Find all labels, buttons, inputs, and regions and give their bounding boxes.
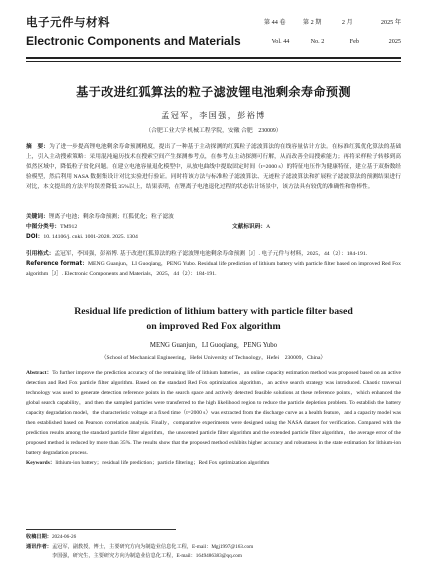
doi-row [26, 231, 138, 240]
volume-en: Vol. 44 [271, 38, 290, 45]
keywords-cn-row [26, 211, 174, 220]
number-en: No. 2 [310, 38, 325, 45]
abstract-cn [26, 142, 401, 192]
doi-value: 10. 14106/j. cnki. 1001-2028. 2025. 1304 [43, 234, 138, 240]
doc-code-row [232, 221, 270, 230]
issue-info-cn [264, 17, 401, 26]
number-cn: 第 2 期 [302, 19, 322, 26]
header-rule-thick [26, 57, 401, 59]
abstract-text-en: To further improve the prediction accuracy of the remaining life of lithium batteries，an online capacity estimation method was proposed based on an active detection and Red Fox particle filter algorithm. Based on the standard Red Fox optimization algorithm，an active search strategy was introduced. Chaotic traversal technology was used to generate detection reference points in the search space and actively detected feasible solutions at these reference points，which enhanced the global search capability，and then the sampled particles were transferred to the high likelihood region to reduce the particle depletion problem. To establish the battery capacity degradation model，the characteristic voltage at a fixed time（t=2000 s）was extracted from the discharge curve as a health feature，and a capacity model was then established based on Pearson correlation analysis. Finally，comparative experiments were designed using the NASA dataset for verification. Compared with the prediction results among the standard particle filter algorithm，the unscented particle filter algorithm and the extended particle filter algorithm，the average error of the proposed method is reduced by more than 35%. The results show that the proposed method exhibits higher accuracy and robustness in the state estimation for lithium-ion battery degradation process. [26, 370, 401, 456]
month-en: Feb [349, 38, 359, 45]
abstract-label-cn: 摘 要： [26, 144, 50, 150]
paper-title-en [0, 304, 427, 334]
affiliation-en: （School of Mechanical Engineering，Hefei University of Technology，Hefei 230009，China） [100, 355, 327, 361]
received-label: 收稿日期： [26, 534, 52, 540]
citation-label-cn: 引用格式： [26, 251, 55, 257]
doi-label: DOI： [26, 234, 44, 240]
received-date-row [26, 533, 401, 542]
journal-name-cn: 电子元件与材料 [26, 15, 110, 29]
volume-cn: 第 44 卷 [263, 19, 286, 26]
journal-header [26, 0, 401, 56]
journal-name-en: Electronic Components and Materials [26, 34, 241, 48]
affiliation-cn: （合肥工业大学 机械工程学院，安徽 合肥 230009） [145, 128, 282, 134]
title-en-line1: Residual life prediction of lithium battery with particle filter based [74, 306, 353, 317]
title-en-line2: on improved Red Fox algorithm [146, 321, 281, 332]
citation-block [26, 249, 401, 279]
author-label: 通讯作者： [26, 544, 52, 550]
abstract-en [26, 368, 401, 468]
doc-code-label: 文献标识码： [232, 224, 267, 230]
received-date: 2024-06-26 [51, 534, 77, 540]
author2-info: 李国强，研究生，主要研究方向为制造业信息化工程，E-mail：1649486383@qq.com [52, 553, 242, 559]
footnote-rule [26, 529, 176, 530]
clc-row [26, 221, 77, 230]
issue-info-en [272, 38, 401, 45]
clc-label: 中图分类号： [26, 224, 61, 230]
year-cn: 2025 年 [380, 19, 401, 26]
citation-label-en: Reference format： [26, 261, 88, 267]
keywords-en-row [26, 458, 401, 468]
citation-cn [26, 249, 401, 259]
abstract-text-cn: 为了进一步提高锂电池剩余寿命预测精度，提出了一种基于主动探测的红狐粒子滤波算法的在线容量估计方法。在标准红狐优化算法的基础上，引入主动搜索策略：采用混沌遍历技术在搜索空间产生探测参考点，在参考点主动探测可行解，从而改善全局搜索能力；再将采样粒子转移到高似然区域中，降低粒子贫化问题。在建立电池容量退化模型中，从放电曲线中提取固定时间（t=2000 s）的特征电压作为健康特征，建立基于双指数经验模型，然后利用 NASA 数据集设计对比实验进行验证。同时将该方法与标准粒子滤波算法、无迹粒子滤波算法和扩展粒子滤波算法的预测结果进行对比，本文提出的方法平均误差降低 35%以上，结果表明，在锂离子电池退化过程的状态估计场景中，该方法具有较优的准确性和鲁棒性。 [26, 144, 402, 190]
keywords-cn: 锂离子电池；剩余寿命预测；红狐优化；粒子滤波 [48, 214, 174, 220]
header-rule-thin [26, 61, 401, 62]
keywords-label-cn: 关键词： [26, 214, 49, 220]
authors-en: MENG Guanjun，LI Guoqiang，PENG Yubo [149, 342, 278, 349]
year-en: 2025 [388, 38, 401, 45]
citation-text-cn: 孟冠军，李国强，彭裕博. 基于改进红狐算法的粒子滤波锂电池剩余寿命预测［J］. 电子元件与材料，2025，44（2）：184-191. [54, 251, 368, 257]
keywords-label-en: Keywords： [26, 460, 56, 466]
citation-text-en: MENG Guanjun，LI Guoqiang，PENG Yubo. Residual life prediction of lithium battery with particle filter based on improved Red Fox algorithm［J］. Electronic Components and Materials，2025，44（2）：184-191. [26, 261, 401, 277]
clc-value: TM912 [60, 224, 78, 230]
paper-title-cn: 基于改进红狐算法的粒子滤波锂电池剩余寿命预测 [76, 85, 351, 99]
abstract-label-en: Abstract： [26, 370, 53, 376]
author1-info: 孟冠军，副教授，博士，主要研究方向为制造业信息化工程，E-mail：Mgj1997@163.com [51, 544, 254, 550]
second-author-row [52, 552, 401, 561]
corresponding-author-row [26, 543, 401, 552]
doc-code-value: A [266, 224, 271, 230]
citation-en [26, 259, 401, 279]
month-cn: 2 月 [341, 19, 353, 26]
keywords-en: lithium-ion battery；residual life prediction；particle filtering；Red Fox optimization algorithm [55, 460, 270, 466]
authors-cn: 孟冠军，李国强，彭裕博 [161, 111, 266, 120]
